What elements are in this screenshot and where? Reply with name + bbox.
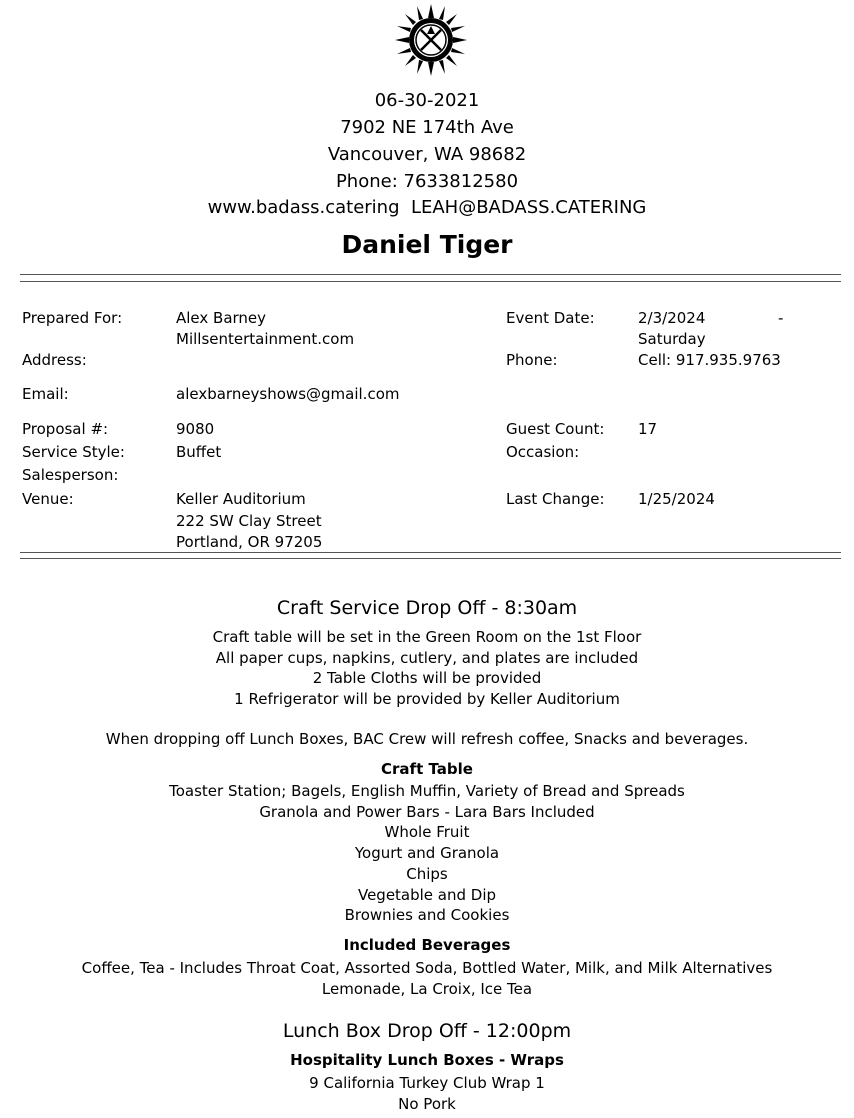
event-day: Saturday (638, 330, 706, 348)
event-date-dash: - (778, 309, 784, 327)
company-logo (395, 4, 467, 76)
lunch-heading: Lunch Box Drop Off - 12:00pm (282, 1020, 572, 1042)
craft-table-item: Brownies and Cookies (344, 906, 510, 924)
proposal-label: Proposal #: (22, 420, 109, 438)
craft-table-item: Chips (406, 865, 448, 883)
venue-street: 222 SW Clay Street (176, 512, 322, 530)
occasion-label: Occasion: (506, 443, 580, 461)
craft-table-item: Whole Fruit (384, 823, 470, 841)
divider (20, 552, 841, 553)
last-change-value: 1/25/2024 (638, 490, 715, 508)
service-style-label: Service Style: (22, 443, 125, 461)
guest-count-value: 17 (638, 420, 658, 438)
craft-table-item: Toaster Station; Bagels, English Muffin, Variety of Bread and Spreads (169, 782, 685, 800)
proposal-value: 9080 (176, 420, 215, 438)
phone-label: Phone: (506, 351, 558, 369)
divider (20, 558, 841, 559)
service-style-value: Buffet (176, 443, 222, 461)
beverages-title: Included Beverages (343, 936, 511, 954)
salesperson-label: Salesperson: (22, 466, 119, 484)
craft-table-title: Craft Table (381, 760, 473, 778)
event-title: Daniel Tiger (341, 230, 513, 259)
divider (20, 274, 841, 275)
prepared-for-company: Millsentertainment.com (176, 330, 355, 348)
beverage-item: Coffee, Tea - Includes Throat Coat, Assorted Soda, Bottled Water, Milk, and Milk Alternatives (81, 959, 773, 977)
craft-note: 2 Table Cloths will be provided (312, 669, 542, 687)
event-date-label: Event Date: (506, 309, 595, 327)
address-label: Address: (22, 351, 87, 369)
email-label: Email: (22, 385, 69, 403)
event-date-value: 2/3/2024 (638, 309, 706, 327)
refresh-note: When dropping off Lunch Boxes, BAC Crew will refresh coffee, Snacks and beverages. (105, 730, 749, 748)
venue-label: Venue: (22, 490, 74, 508)
craft-note: 1 Refrigerator will be provided by Keller Auditorium (234, 690, 620, 708)
venue-city: Portland, OR 97205 (176, 533, 323, 551)
lunch-item: 9 California Turkey Club Wrap 1 (309, 1074, 545, 1092)
lunch-item: No Pork (398, 1095, 456, 1113)
last-change-label: Last Change: (506, 490, 605, 508)
craft-note: All paper cups, napkins, cutlery, and plates are included (215, 649, 639, 667)
craft-table-item: Yogurt and Granola (354, 844, 500, 862)
divider (20, 281, 841, 282)
beverage-item: Lemonade, La Croix, Ice Tea (321, 980, 533, 998)
company-address-line2: Vancouver, WA 98682 (327, 144, 527, 165)
document-date: 06-30-2021 (374, 90, 480, 111)
craft-table-item: Vegetable and Dip (357, 886, 497, 904)
lunch-box-title: Hospitality Lunch Boxes - Wraps (290, 1051, 564, 1069)
craft-note: Craft table will be set in the Green Room on the 1st Floor (212, 628, 642, 646)
prepared-for-name: Alex Barney (176, 309, 267, 327)
prepared-for-label: Prepared For: (22, 309, 123, 327)
guest-count-label: Guest Count: (506, 420, 605, 438)
venue-name: Keller Auditorium (176, 490, 306, 508)
email-value: alexbarneyshows@gmail.com (176, 385, 400, 403)
company-web-email: www.badass.catering LEAH@BADASS.CATERING (207, 197, 647, 218)
craft-service-heading: Craft Service Drop Off - 8:30am (276, 597, 578, 619)
craft-table-item: Granola and Power Bars - Lara Bars Included (259, 803, 595, 821)
company-address-line1: 7902 NE 174th Ave (340, 117, 514, 138)
phone-value: Cell: 917.935.9763 (638, 351, 781, 369)
company-phone: Phone: 7633812580 (335, 171, 519, 192)
